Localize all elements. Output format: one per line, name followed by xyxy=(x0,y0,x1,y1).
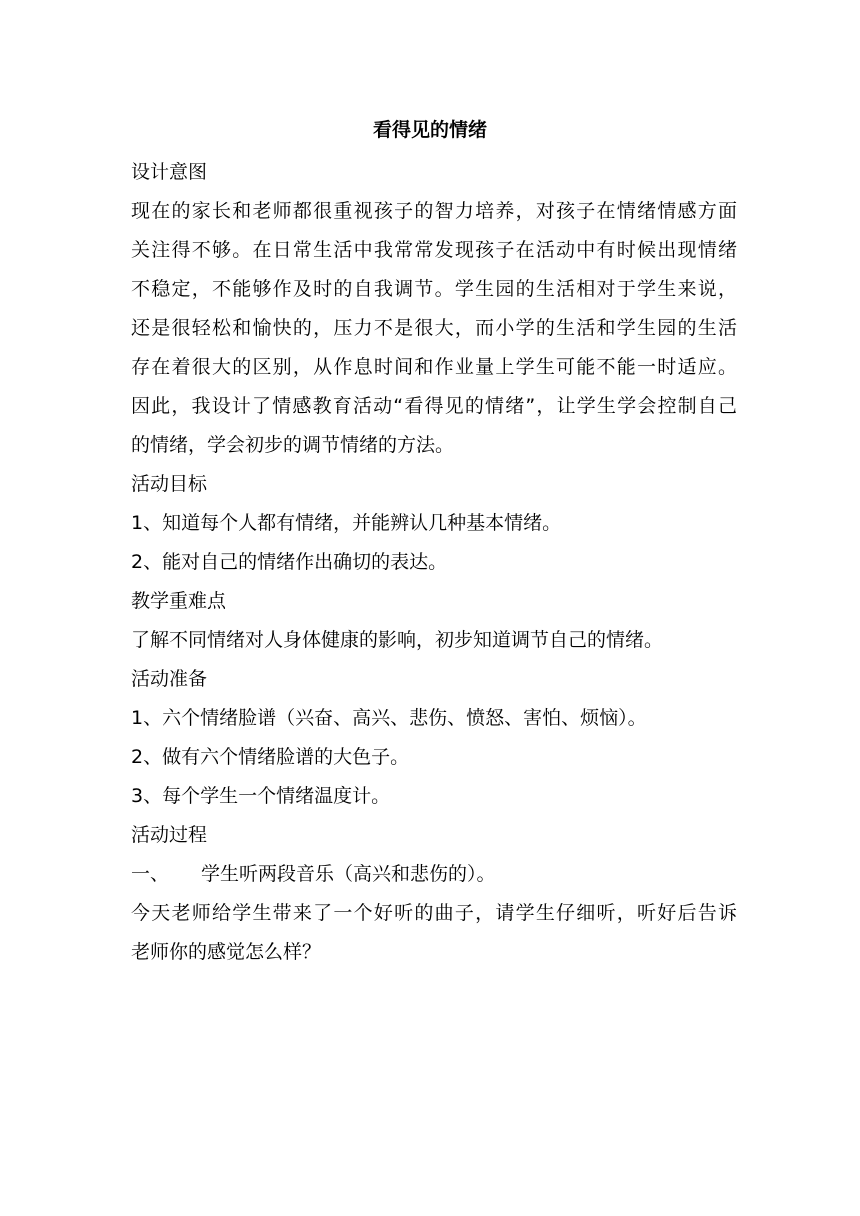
paragraph-line: 还是很轻松和愉快的，压力不是很大，而小学的生活和学生园的生活 xyxy=(131,317,737,339)
step-number: 一、 xyxy=(131,863,170,885)
section-heading-key-points: 教学重难点 xyxy=(131,590,227,612)
paragraph-line: 了解不同情绪对人身体健康的影响，初步知道调节自己的情绪。 xyxy=(131,629,664,651)
list-item: 1、知道每个人都有情绪，并能辨认几种基本情绪。 xyxy=(131,512,562,534)
section-heading-preparation: 活动准备 xyxy=(131,668,208,690)
section-heading-process: 活动过程 xyxy=(131,824,208,846)
paragraph-line: 存在着很大的区别，从作息时间和作业量上学生可能不能一时适应。 xyxy=(131,356,737,378)
paragraph-line: 不稳定，不能够作及时的自我调节。学生园的生活相对于学生来说， xyxy=(131,278,737,300)
paragraph-line: 因此，我设计了情感教育活动“看得见的情绪”，让学生学会控制自己 xyxy=(131,395,737,417)
paragraph-line: 老师你的感觉怎么样？ xyxy=(131,941,322,963)
list-item: 2、做有六个情绪脸谱的大色子。 xyxy=(131,746,410,768)
list-item: 1、六个情绪脸谱（兴奋、高兴、悲伤、愤怒、害怕、烦恼）。 xyxy=(131,707,647,729)
list-item: 3、每个学生一个情绪温度计。 xyxy=(131,785,391,807)
section-heading-design-intent: 设计意图 xyxy=(131,161,208,183)
document-body xyxy=(131,154,737,973)
section-heading-activity-goals: 活动目标 xyxy=(131,473,208,495)
paragraph-line: 的情绪，学会初步的调节情绪的方法。 xyxy=(131,434,455,456)
paragraph-line: 关注得不够。在日常生活中我常常发现孩子在活动中有时候出现情绪 xyxy=(131,239,737,261)
paragraph-line: 现在的家长和老师都很重视孩子的智力培养，对孩子在情绪情感方面 xyxy=(131,200,737,222)
list-item: 2、能对自己的情绪作出确切的表达。 xyxy=(131,551,448,573)
paragraph-line: 今天老师给学生带来了一个好听的曲子，请学生仔细听，听好后告诉 xyxy=(131,902,737,924)
numbered-step xyxy=(131,856,737,893)
document-title: 看得见的情绪 xyxy=(372,119,487,141)
step-text: 学生听两段音乐（高兴和悲伤的）。 xyxy=(201,863,496,885)
